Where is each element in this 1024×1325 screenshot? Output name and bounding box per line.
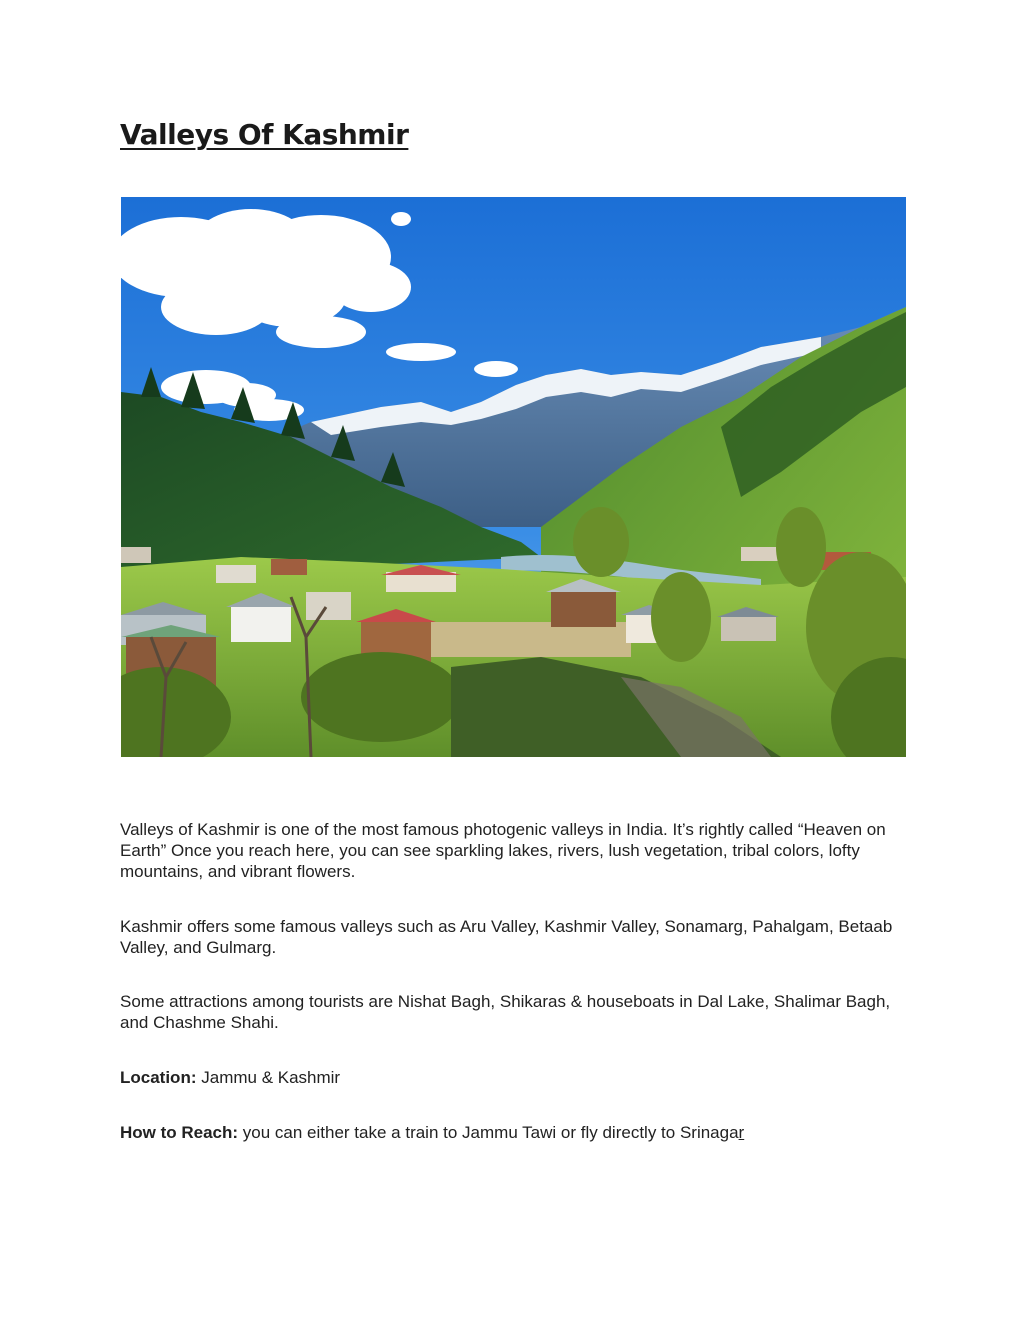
attractions-paragraph: Some attractions among tourists are Nishat Bagh, Shikaras & houseboats in Dal Lake, Shalimar Bagh, and Chashme Shahi. [120,992,891,1032]
kashmir-valley-photo [121,197,906,757]
how-to-reach-label: How to Reach: [120,1123,239,1142]
location-value: Jammu & Kashmir [201,1068,341,1087]
intro-paragraph: Valleys of Kashmir is one of the most famous photogenic valleys in India. It’s rightly called “Heaven on Earth” Once you reach here, you can see sparkling lakes, rivers, lush vegetation, tribal colors, lofty mountains, and vibrant flowers. [120,820,886,881]
location-label: Location: [120,1068,197,1087]
how-to-reach-line [120,1122,910,1143]
srinagar-link-tail[interactable]: r [738,1123,745,1142]
valleys-paragraph: Kashmir offers some famous valleys such as Aru Valley, Kashmir Valley, Sonamarg, Pahalgam, Betaab Valley, and Gulmarg. [120,917,893,957]
location-line [120,1067,910,1088]
how-to-reach-value: you can either take a train to Jammu Tawi or fly directly to Srinaga [242,1123,739,1142]
page-title: Valleys Of Kashmir [120,118,409,151]
